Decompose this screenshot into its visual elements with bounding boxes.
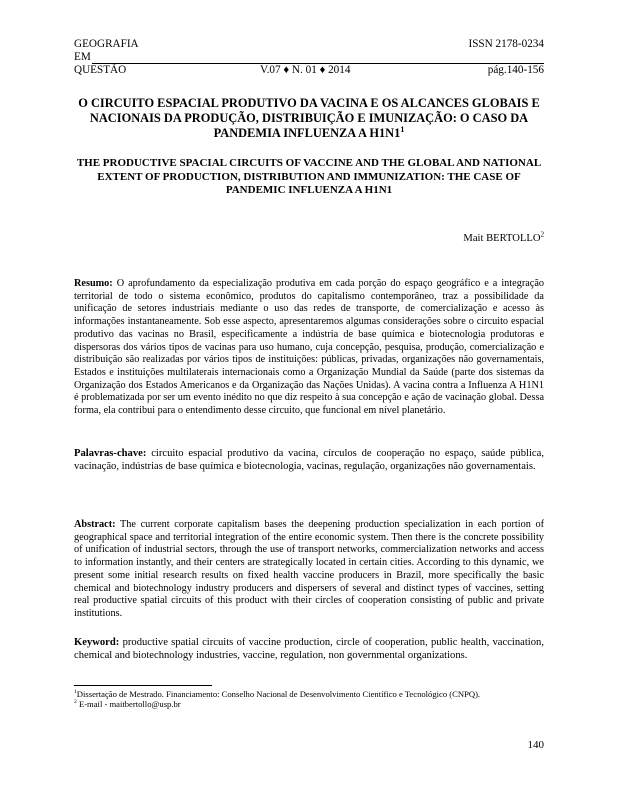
palavras-chave-label: Palavras-chave: (74, 448, 147, 459)
footnote-2 (74, 699, 544, 709)
journal-name-line1: GEOGRAFIA (74, 38, 139, 50)
palavras-chave-text: circuito espacial produtivo da vacina, círculos de cooperação no espaço, saúde pública, vacinação, indústrias de base química e biotecnologia, vacinas, regulação, organizações não governamentais. (74, 448, 544, 473)
footnote-1 (74, 689, 544, 699)
header-rule (92, 53, 544, 64)
title-pt-text: O CIRCUITO ESPACIAL PRODUTIVO DA VACINA E OS ALCANCES GLOBAIS E NACIONAIS DA PRODUÇÃO, DISTRIBUIÇÃO E IMUNIZAÇÃO: O CASO DA PANDEMIA INFLUENZA A H1N1 (78, 96, 540, 141)
footnote-1-mark: 1 (74, 689, 77, 696)
author-footnote-mark: 2 (540, 231, 544, 239)
title-portuguese (74, 96, 544, 142)
footnote-2-mark: 2 (74, 699, 77, 706)
running-header (74, 38, 544, 77)
volume-info: V.07 ♦ N. 01 ♦ 2014 (260, 64, 351, 76)
abstract-text: The current corporate capitalism bases the deepening production specialization in each portion of geographical space and territorial integration of the entire economic system. Then there is the concrete possibility of unification of industrial sectors, through the use of transport networks, commercialization networks and access to information instantly, and their centers are strategically located in certain cities. According to this dynamic, we present some initial research results on fixed health vaccine producers in Brazil, more specifically the basic chemical and biotechnology industry producers and dispersers of several and distinct types of vaccines, setting real productive spatial circuits of this product with their circles of cooperation consisting of public and private institutions. (74, 519, 544, 619)
footnote-2-text: E-mail - maitbertollo@usp.br (76, 699, 181, 710)
title-english: THE PRODUCTIVE SPACIAL CIRCUITS OF VACCINE AND THE GLOBAL AND NATIONAL EXTENT OF PRODUCTION, DISTRIBUTION AND IMMUNIZATION: THE CASE OF PANDEMIC INFLUENZA A H1N1 (76, 157, 542, 196)
author (463, 233, 544, 244)
page-number: 140 (527, 739, 544, 751)
abstract-paragraph (74, 519, 544, 621)
footnote-separator (74, 685, 212, 686)
header-row-1 (74, 38, 544, 51)
issn: ISSN 2178-0234 (468, 38, 544, 50)
resumo-text: O aprofundamento da especialização produtiva em cada porção do espaço geográfico e a integração territorial de todo o sistema econômico, produtos do capitalismo contemporâneo, traz a possibilidade da unificação de setores industriais mediante o uso das redes de transporte, de comercialização e acesso às informações instantaneamente. Sob esse aspecto, apresentaremos algumas considerações sobre o circuito espacial produtivo das vacinas no Brasil, especificamente a indústria de base química e biotecnologia produtoras e dispersoras dos vários tipos de vacinas para uso humano, cuja concepção, pesquisa, produção, comercialização e distribuição são realizadas por vários tipos de instituições: públicas, privadas, organizações não governamentais, Estados e instituições multilaterais internacionais como a Organização Mundial da Saúde (parte dos sistemas da Organização dos Estados Americanos e da Organização das Nações Unidas). A vacina contra a Influenza A H1N1 é problematizada por ser um evento inédito no que diz respeito à sua concepção e ação de vacinação global. Dessa forma, ela contribui para o entendimento desse circuito, que funcional em nível planetário. (74, 278, 545, 417)
header-row-3 (74, 64, 544, 77)
footnote-1-text: Dissertação de Mestrado. Financiamento: Conselho Nacional de Desenvolvimento Científico e Tecnológico (CNPQ). (76, 689, 481, 699)
header-row-2 (74, 51, 544, 64)
keyword-paragraph (74, 636, 544, 662)
resumo-paragraph (74, 278, 544, 418)
author-name: Mait BERTOLLO (463, 233, 541, 244)
keyword-label: Keyword: (74, 637, 120, 648)
title-footnote-mark: 1 (400, 125, 405, 135)
journal-name-line3: QUESTÃO (74, 64, 127, 76)
page-range: pág.140-156 (487, 64, 544, 76)
palavras-chave-paragraph (74, 447, 544, 474)
keyword-text: productive spatial circuits of vaccine production, circle of cooperation, public health, vaccination, chemical and biotechnology industries, vaccine, regulation, non governmental organizations. (74, 637, 544, 662)
journal-name-line2: EM (74, 51, 91, 63)
abstract-label: Abstract: (74, 519, 116, 530)
footnotes (74, 689, 544, 710)
resumo-label: Resumo: (74, 278, 113, 289)
